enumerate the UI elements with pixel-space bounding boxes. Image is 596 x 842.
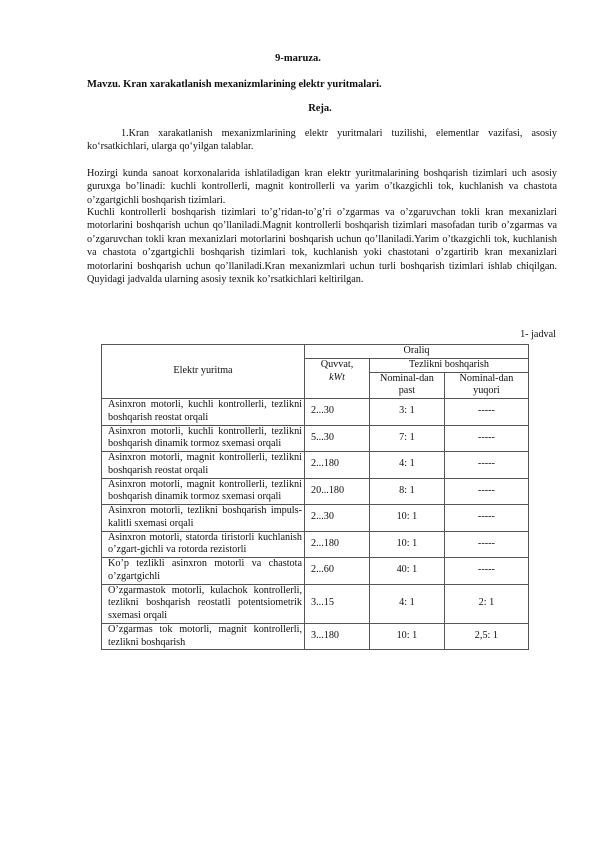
header-power bbox=[305, 358, 370, 398]
table-row bbox=[102, 452, 529, 479]
row-drive: Asinxron motorli, statorda tiristorli kuchlanish o’zgart-gichli va rotorda rezistorli bbox=[102, 531, 305, 558]
header-speed: Tezlikni boshqarish bbox=[370, 358, 529, 372]
header-range: Oraliq bbox=[305, 345, 529, 359]
row-power: 20...180 bbox=[305, 478, 370, 505]
row-drive: Asinxron motorli, tezlikni boshqarish impuls-kalitli sxemasi orqali bbox=[102, 505, 305, 532]
row-nominal-down: 4: 1 bbox=[370, 452, 445, 479]
paragraph-details: Kuchli kontrollerli boshqarish tizimlari to’g’ridan-to’g’ri o’zgarmas va o’zgaruvchan tokli kran mexanizlari motorlarini boshqarish uchun qo’llaniladi.Magnit kontrollerli boshqarish tizimlari masofadan turib o’zgarmas va o’zgaruvchan tokli kran mexanizlari motorlarini boshqarish uchun qo’llaniladi.Yarim o’tkazgichli tok, kuchlanish va chastota o’zgartgichli boshqarish tizimlari tok, kuchlanish yoki chastotani o’zgartirib kran mexanizlari motorlarini boshqarish uchun qo’llaniladi.Kran mexanizmlari uchun turli boshqarish tizimlari ishlab chiqilgan. Quyidagi jadvalda ularning asosiy texnik ko’rsatkichlari keltirilgan. bbox=[87, 207, 557, 286]
row-nominal-up: ----- bbox=[444, 505, 528, 532]
row-nominal-down: 10: 1 bbox=[370, 623, 445, 650]
table-caption: 1- jadval bbox=[520, 329, 556, 340]
row-power: 2...30 bbox=[305, 399, 370, 426]
table-row bbox=[102, 399, 529, 426]
table-row bbox=[102, 623, 529, 650]
paragraph-intro: Hozirgi kunda sanoat korxonalarida ishlatiladigan kran elektr yuritmalarining boshqarish tizimlari uch asosiy guruxga bo’linadi: kuchli kontrollerli, magnit kontrollerli va yarim o’tkazgichli tok, kuchlanish va chastota o’zgartgichli boshqarish tizimlari. bbox=[87, 168, 557, 206]
paragraph-plan-item: 1.Kran xarakatlanish mexanizmlarining elektr yuritmalari tuzilishi, elementlar vazifasi, asosiy ko‘rsatkichlari, ularga qo‘yilgan talablar. bbox=[87, 128, 557, 153]
table-row bbox=[102, 531, 529, 558]
row-nominal-up: ----- bbox=[444, 531, 528, 558]
row-drive: O’zgarmas tok motorli, magnit kontrollerli, tezlikni boshqarish bbox=[102, 623, 305, 650]
row-power: 2...180 bbox=[305, 452, 370, 479]
row-nominal-down: 3: 1 bbox=[370, 399, 445, 426]
row-nominal-up: ----- bbox=[444, 425, 528, 452]
row-nominal-down: 10: 1 bbox=[370, 505, 445, 532]
row-power: 2...180 bbox=[305, 531, 370, 558]
row-nominal-up: ----- bbox=[444, 558, 528, 585]
header-nominal-down: Nominal-dan past bbox=[370, 372, 445, 399]
table-body bbox=[102, 399, 529, 650]
row-nominal-up: 2,5: 1 bbox=[444, 623, 528, 650]
row-power: 3...180 bbox=[305, 623, 370, 650]
header-power-unit: kWt bbox=[329, 371, 345, 383]
row-drive: Asinxron motorli, magnit kontrollerli, tezlikni boshqarish dinamik tormoz sxemasi orqali bbox=[102, 478, 305, 505]
row-nominal-up: 2: 1 bbox=[444, 584, 528, 623]
plan-title: Reja. bbox=[308, 103, 332, 114]
row-power: 2...60 bbox=[305, 558, 370, 585]
header-power-label: Quvvat, bbox=[320, 358, 354, 370]
row-drive: Ko’p tezlikli asinxron motorli va chastota o’zgartgichli bbox=[102, 558, 305, 585]
row-power: 5...30 bbox=[305, 425, 370, 452]
row-drive: Asinxron motorli, kuchli kontrollerli, tezlikni boshqarish dinamik tormoz sxemasi orqali bbox=[102, 425, 305, 452]
row-drive: Asinxron motorli, magnit kontrollerli, tezlikni boshqarish reostat orqali bbox=[102, 452, 305, 479]
row-nominal-down: 7: 1 bbox=[370, 425, 445, 452]
row-power: 2...30 bbox=[305, 505, 370, 532]
table-row bbox=[102, 478, 529, 505]
table-row bbox=[102, 505, 529, 532]
row-nominal-up: ----- bbox=[444, 399, 528, 426]
row-nominal-down: 4: 1 bbox=[370, 584, 445, 623]
row-drive: Asinxron motorli, kuchli kontrollerli, tezlikni boshqarish reostat orqali bbox=[102, 399, 305, 426]
table-row bbox=[102, 425, 529, 452]
header-drive: Elektr yuritma bbox=[102, 345, 305, 399]
row-power: 3...15 bbox=[305, 584, 370, 623]
row-nominal-up: ----- bbox=[444, 478, 528, 505]
row-nominal-down: 40: 1 bbox=[370, 558, 445, 585]
row-nominal-down: 8: 1 bbox=[370, 478, 445, 505]
row-drive: O’zgarmastok motorli, kulachok kontrollerli, tezlikni boshqarish reostatli potentsiometrik sxemasi orqali bbox=[102, 584, 305, 623]
topic-title: Mavzu. Kran xarakatlanish mexanizmlarining elektr yuritmalari. bbox=[87, 79, 382, 90]
table-row bbox=[102, 558, 529, 585]
specs-table bbox=[101, 344, 529, 650]
table-row bbox=[102, 584, 529, 623]
header-nominal-up: Nominal-dan yuqori bbox=[444, 372, 528, 399]
row-nominal-down: 10: 1 bbox=[370, 531, 445, 558]
lecture-number: 9-maruza. bbox=[275, 53, 321, 64]
row-nominal-up: ----- bbox=[444, 452, 528, 479]
